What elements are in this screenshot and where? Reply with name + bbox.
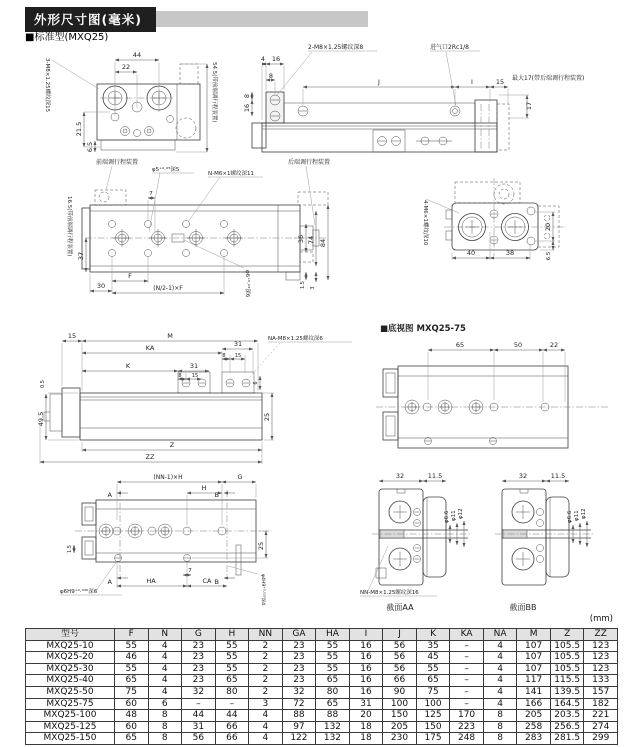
dim-cell: 32 <box>182 686 216 698</box>
dim-cell: 8 <box>148 733 182 745</box>
dim-label: M <box>167 332 173 340</box>
dim-label: 7 <box>149 191 153 197</box>
dim-cell: 100 <box>383 698 417 710</box>
dia-label: φ12 <box>581 508 587 519</box>
dim-label: 15 <box>234 353 242 359</box>
dim-cell: 55 <box>215 663 249 675</box>
model-cell: MXQ25-75 <box>26 698 115 710</box>
column-header: Z <box>550 629 584 641</box>
front-adjuster-note: 前端调行程装置 <box>96 159 139 166</box>
column-header: GA <box>282 629 316 641</box>
dim-cell: 4 <box>483 663 517 675</box>
dim-cell: 205 <box>517 710 551 722</box>
section-bb-drawing <box>495 472 595 612</box>
section-caption: 截面AA <box>386 603 414 612</box>
dim-label: 11.5 <box>427 472 443 480</box>
dim-cell: 8 <box>483 721 517 733</box>
table-row <box>26 710 618 722</box>
dim-label: 25 <box>257 541 265 551</box>
dim-label: 40 <box>466 249 476 257</box>
dim-cell: 8 <box>483 733 517 745</box>
dim-label: 8 <box>178 373 182 379</box>
column-header: I <box>349 629 383 641</box>
dim-cell: 4 <box>148 675 182 687</box>
dim-cell: 4 <box>483 686 517 698</box>
dim-cell: 97 <box>282 721 316 733</box>
dim-cell: 157 <box>584 686 618 698</box>
dim-cell: 105.5 <box>550 663 584 675</box>
dim-cell: 4 <box>249 710 283 722</box>
side-view-top-drawing <box>243 43 584 152</box>
dim-cell: 60 <box>115 721 149 733</box>
dim-label: 8 <box>268 72 274 80</box>
thread-note: N-M6×1螺纹深11 <box>208 171 254 177</box>
dim-cell: 44 <box>182 710 216 722</box>
dim-cell: 72 <box>282 698 316 710</box>
dim-cell: 4 <box>483 640 517 652</box>
column-header: K <box>416 629 450 641</box>
column-header: NN <box>249 629 283 641</box>
dim-cell: 80 <box>215 686 249 698</box>
dim-cell: 182 <box>584 698 618 710</box>
dim-label: 3 <box>310 286 316 290</box>
dim-label: (NN-1)×H <box>153 474 183 481</box>
dim-cell: 123 <box>584 663 618 675</box>
dimensions-table <box>25 628 618 745</box>
dim-label: 1.5 <box>300 281 306 289</box>
dim-label: 32 <box>395 472 405 480</box>
dim-label: 49.5 <box>37 411 45 427</box>
dim-label: 7 <box>188 568 192 574</box>
dim-cell: 18 <box>349 733 383 745</box>
max-stroke-note: 最大17(带后端调行程装置) <box>512 75 585 82</box>
section-mark: A <box>107 578 112 586</box>
dia-label: φ6.6 <box>567 510 573 523</box>
column-header: G <box>182 629 216 641</box>
model-cell: MXQ25-10 <box>26 640 115 652</box>
model-cell: MXQ25-20 <box>26 652 115 664</box>
dim-cell: 203.5 <box>550 710 584 722</box>
dim-label: 30 <box>96 282 106 290</box>
dim-cell: 248 <box>450 733 484 745</box>
dim-cell: 32 <box>282 686 316 698</box>
left-note: 16.5(带前端调行程装置) <box>66 196 72 257</box>
dim-cell: 66 <box>383 675 417 687</box>
dim-cell: 299 <box>584 733 618 745</box>
dim-label: 31 <box>189 362 199 370</box>
dim-label: K <box>125 362 131 370</box>
thread-note: NA-M8×1.25螺纹深6 <box>268 336 323 342</box>
column-header: M <box>517 629 551 641</box>
dim-cell: 46 <box>115 652 149 664</box>
dim-cell: 55 <box>416 663 450 675</box>
dim-cell: 132 <box>316 733 350 745</box>
column-header: F <box>115 629 149 641</box>
dim-cell: 4 <box>249 733 283 745</box>
dim-cell: 133 <box>584 675 618 687</box>
dim-cell: 35 <box>416 640 450 652</box>
dim-cell: 4 <box>483 698 517 710</box>
dim-cell: 31 <box>349 698 383 710</box>
dim-cell: 132 <box>316 721 350 733</box>
dim-cell: 23 <box>282 640 316 652</box>
dim-cell: 2 <box>249 686 283 698</box>
dim-label: 22 <box>549 341 559 349</box>
dim-cell: 4 <box>483 652 517 664</box>
dim-cell: 258 <box>517 721 551 733</box>
dim-label: 31 <box>233 340 243 348</box>
thread-note: NN-M8×1.25螺纹深16 <box>360 590 419 596</box>
dim-cell: – <box>450 640 484 652</box>
dowel-note: φ4H9⁺⁰·⁰³⁰深4 <box>260 574 265 606</box>
dim-cell: 55 <box>316 663 350 675</box>
thread-note: 3-M8×1.25螺纹深15 <box>44 58 50 113</box>
dim-cell: 23 <box>182 652 216 664</box>
dim-cell: – <box>450 686 484 698</box>
dim-cell: 139.5 <box>550 686 584 698</box>
standard-type-subtitle: ■标准型(MXQ25) <box>25 32 109 43</box>
dim-label: CA <box>202 577 212 585</box>
dim-cell: 44 <box>215 710 249 722</box>
section-mark: A <box>107 491 112 499</box>
dim-label: 16 <box>243 103 251 113</box>
dim-label: (N/2-1)×F <box>153 285 183 292</box>
column-header: KA <box>450 629 484 641</box>
dim-label: 8 <box>243 93 251 99</box>
table-row <box>26 733 618 745</box>
dim-cell: 56 <box>383 652 417 664</box>
thread-note: 2-M8×1.25螺纹深8 <box>308 44 364 51</box>
dim-cell: 166 <box>517 698 551 710</box>
dim-label: 37 <box>77 251 85 261</box>
dim-cell: 75 <box>115 686 149 698</box>
dim-cell: 4 <box>148 663 182 675</box>
dim-cell: 105.5 <box>550 640 584 652</box>
dim-label: 6.5 <box>546 251 552 261</box>
dim-cell: 23 <box>282 652 316 664</box>
dim-label: 17 <box>525 101 533 111</box>
dim-cell: 107 <box>517 652 551 664</box>
column-header: HA <box>316 629 350 641</box>
dim-cell: 6 <box>148 698 182 710</box>
dim-cell: 66 <box>215 733 249 745</box>
dim-cell: 48 <box>115 710 149 722</box>
dim-cell: 2 <box>249 663 283 675</box>
dim-label: 32 <box>518 472 528 480</box>
hole-note: φ5⁺⁰·⁰⁵深5 <box>152 167 180 173</box>
dim-cell: 16 <box>349 640 383 652</box>
dim-cell: 164.5 <box>550 698 584 710</box>
dim-label: 36 <box>297 234 305 244</box>
dim-cell: 223 <box>450 721 484 733</box>
dim-cell: 107 <box>517 640 551 652</box>
dim-cell: 60 <box>115 698 149 710</box>
column-header: J <box>383 629 417 641</box>
table-row <box>26 686 618 698</box>
dim-cell: 23 <box>182 663 216 675</box>
dim-cell: 170 <box>450 710 484 722</box>
dim-label: 15 <box>191 373 199 379</box>
end-view-top-drawing <box>44 51 219 152</box>
dim-cell: 88 <box>316 710 350 722</box>
dim-label: 15 <box>495 78 505 86</box>
dim-cell: 55 <box>115 640 149 652</box>
dim-cell: 16 <box>349 652 383 664</box>
dia-label: φ6.6 <box>444 510 450 523</box>
dim-cell: – <box>450 663 484 675</box>
dim-cell: – <box>182 698 216 710</box>
dim-cell: 150 <box>383 710 417 722</box>
dim-cell: 8 <box>148 710 182 722</box>
dim-label: 6.5 <box>86 141 94 153</box>
dim-cell: 66 <box>215 721 249 733</box>
dim-cell: 107 <box>517 663 551 675</box>
dim-cell: 4 <box>148 652 182 664</box>
dim-cell: 75 <box>416 686 450 698</box>
dim-cell: 16 <box>349 675 383 687</box>
dim-cell: 256.5 <box>550 721 584 733</box>
table-row <box>26 698 618 710</box>
section-mark: B <box>214 578 219 586</box>
dim-label: 16 <box>271 55 281 63</box>
model-cell: MXQ25-40 <box>26 675 115 687</box>
dim-cell: – <box>450 652 484 664</box>
dim-cell: 150 <box>416 721 450 733</box>
dim-cell: 56 <box>383 663 417 675</box>
thread-note: 4-M6×1螺纹深10 <box>422 200 428 246</box>
section-mark: B <box>214 491 219 499</box>
dia-label: φ12 <box>458 508 464 519</box>
dim-cell: 55 <box>215 640 249 652</box>
dim-label: 22 <box>121 63 131 71</box>
dowel-note: φ6⁺⁰·⁰³深6 <box>244 270 250 298</box>
dim-cell: 2 <box>249 640 283 652</box>
top-view-drawing <box>66 158 330 298</box>
column-header: N <box>148 629 182 641</box>
bottom-view-std-drawing <box>60 473 272 605</box>
dim-cell: 123 <box>584 640 618 652</box>
column-header: NA <box>483 629 517 641</box>
dim-cell: 105.5 <box>550 652 584 664</box>
height-note: 54.5(带前端调行程装置) <box>211 62 217 123</box>
dim-cell: 125 <box>416 710 450 722</box>
dim-cell: 16 <box>349 663 383 675</box>
dim-cell: 20 <box>349 710 383 722</box>
bottom-view-title: ■底视图 MXQ25-75 <box>380 324 466 334</box>
dim-label: HA <box>146 577 156 585</box>
dim-label: J <box>378 78 380 86</box>
dim-cell: 23 <box>182 640 216 652</box>
dim-cell: 3 <box>249 698 283 710</box>
model-cell: MXQ25-150 <box>26 733 115 745</box>
dim-cell: 80 <box>316 686 350 698</box>
dim-label: ZZ <box>145 453 155 461</box>
rear-adjuster-note: 后端调行程装置 <box>288 159 331 166</box>
dim-cell: – <box>215 698 249 710</box>
dim-label: KA <box>145 344 155 352</box>
table-row <box>26 721 618 733</box>
dim-cell: 18 <box>349 721 383 733</box>
dia-label: φ11 <box>574 510 580 521</box>
dim-cell: 55 <box>316 640 350 652</box>
dim-cell: – <box>450 675 484 687</box>
dim-cell: 221 <box>584 710 618 722</box>
dim-cell: 115.5 <box>550 675 584 687</box>
dim-label: 25 <box>263 412 271 422</box>
dim-cell: 122 <box>282 733 316 745</box>
dim-cell: 23 <box>182 675 216 687</box>
unit-note: (mm) <box>589 614 613 624</box>
section-aa-drawing <box>360 472 472 612</box>
table-header <box>26 629 618 641</box>
model-cell: MXQ25-100 <box>26 710 115 722</box>
dim-label: Z <box>169 441 175 449</box>
technical-drawings <box>0 42 625 618</box>
dim-label: 11.5 <box>550 472 566 480</box>
dim-label: 65 <box>455 341 465 349</box>
dim-label: 84 <box>319 238 327 248</box>
dim-cell: 90 <box>383 686 417 698</box>
dim-cell: 141 <box>517 686 551 698</box>
dim-label: 15 <box>67 332 77 340</box>
section-caption: 截面BB <box>509 603 537 612</box>
dim-label: G <box>237 473 243 481</box>
dim-cell: 65 <box>316 675 350 687</box>
dim-label: 6 <box>253 381 259 385</box>
dim-cell: 55 <box>115 663 149 675</box>
dim-label: H <box>201 484 207 492</box>
side-view-mid-drawing <box>37 332 352 464</box>
dim-label: I <box>471 78 473 86</box>
dim-cell: 2 <box>249 675 283 687</box>
model-cell: MXQ25-50 <box>26 686 115 698</box>
dim-label: 50 <box>513 341 523 349</box>
dim-cell: 45 <box>416 652 450 664</box>
air-port-note: 进气口2Rc1/8 <box>430 44 469 51</box>
dim-cell: 65 <box>215 675 249 687</box>
table-row <box>26 640 618 652</box>
dim-cell: 8 <box>483 710 517 722</box>
dim-cell: 274 <box>584 721 618 733</box>
model-cell: MXQ25-30 <box>26 663 115 675</box>
dim-cell: 56 <box>383 640 417 652</box>
model-cell: MXQ25-125 <box>26 721 115 733</box>
dim-cell: 65 <box>316 698 350 710</box>
dim-cell: 31 <box>182 721 216 733</box>
dim-cell: 205 <box>383 721 417 733</box>
end-view-right-drawing <box>422 178 566 260</box>
dim-cell: 23 <box>282 663 316 675</box>
dim-label: 38 <box>505 249 515 257</box>
page-title: 外形尺寸图(毫米) <box>25 7 156 32</box>
table-row <box>26 652 618 664</box>
dim-cell: 283 <box>517 733 551 745</box>
dim-cell: 88 <box>282 710 316 722</box>
dim-cell: 100 <box>416 698 450 710</box>
dim-cell: 23 <box>282 675 316 687</box>
dowel-note: φ6H9⁺⁰·⁰³⁰深6 <box>60 589 98 595</box>
dim-label: 74 <box>307 235 315 245</box>
dim-label: 8 <box>222 353 226 359</box>
dim-cell: 4 <box>148 640 182 652</box>
dim-cell: 117 <box>517 675 551 687</box>
dim-label: 1.5 <box>67 545 73 553</box>
dim-cell: 4 <box>483 675 517 687</box>
dim-cell: 175 <box>416 733 450 745</box>
dim-label: 44 <box>132 51 142 59</box>
dim-cell: 281.5 <box>550 733 584 745</box>
dim-cell: 65 <box>115 675 149 687</box>
column-header: 型号 <box>26 629 115 641</box>
dim-cell: 4 <box>148 686 182 698</box>
dia-label: φ11 <box>451 510 457 521</box>
dim-cell: 65 <box>416 675 450 687</box>
dim-cell: 230 <box>383 733 417 745</box>
dim-label: 0.5 <box>40 380 46 388</box>
dim-label: F <box>128 272 132 280</box>
table-row <box>26 663 618 675</box>
dim-label: 21.5 <box>75 121 83 137</box>
dim-label: 4 <box>260 55 266 63</box>
dim-cell: 55 <box>316 652 350 664</box>
dim-cell: – <box>450 698 484 710</box>
dim-cell: 16 <box>349 686 383 698</box>
table-row <box>26 675 618 687</box>
column-header: H <box>215 629 249 641</box>
dim-cell: 8 <box>148 721 182 733</box>
column-header: ZZ <box>584 629 618 641</box>
dim-cell: 65 <box>115 733 149 745</box>
bottom-view-75-drawing <box>376 323 608 448</box>
dim-cell: 56 <box>182 733 216 745</box>
dim-cell: 4 <box>249 721 283 733</box>
dim-cell: 123 <box>584 652 618 664</box>
dim-cell: 2 <box>249 652 283 664</box>
dim-cell: 55 <box>215 652 249 664</box>
dim-label: 20 <box>544 222 552 232</box>
